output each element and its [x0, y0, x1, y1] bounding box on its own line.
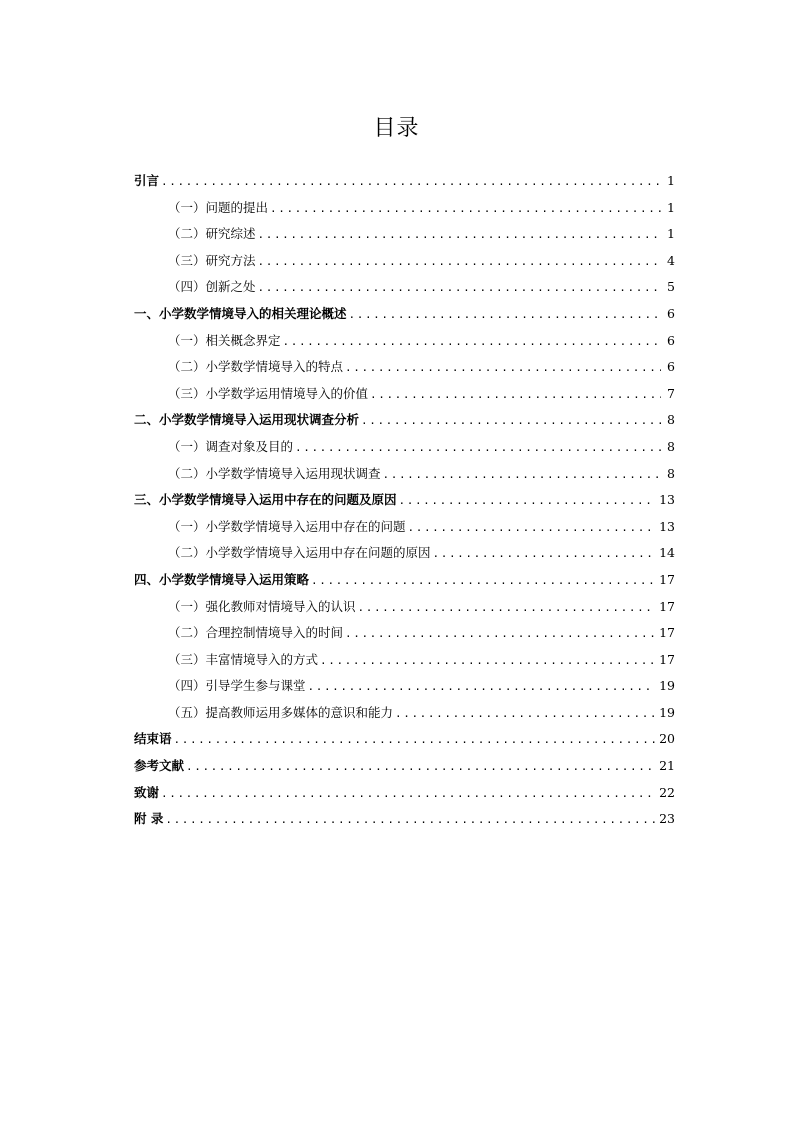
toc-chapter-entry[interactable]: [134, 301, 675, 328]
toc-entry-title: （一）相关概念界定: [168, 332, 281, 348]
toc-section-entry[interactable]: [134, 274, 675, 301]
toc-dot-leader: [270, 196, 661, 223]
toc-page-number: 17: [659, 571, 675, 587]
toc-entry-title: （一）问题的提出: [168, 199, 269, 215]
toc-section-entry[interactable]: [134, 434, 675, 461]
toc-page-number: 7: [667, 385, 675, 401]
toc-dot-leader: [311, 568, 655, 595]
toc-page-number: 6: [667, 359, 675, 375]
toc-page-number: 6: [667, 305, 675, 321]
toc-entry-title: （二）小学数学情境导入运用中存在问题的原因: [168, 545, 431, 561]
toc-section-entry[interactable]: [134, 221, 675, 248]
toc-page-number: 6: [667, 332, 675, 348]
page-title: 目录: [373, 116, 420, 141]
toc-dot-leader: [408, 515, 656, 542]
toc-entry-title: （二）合理控制情境导入的时间: [168, 625, 344, 641]
toc-page-number: 13: [659, 518, 675, 534]
toc-dot-leader: [358, 595, 656, 622]
toc-dot-leader: [399, 488, 656, 515]
toc-dot-leader: [258, 222, 661, 249]
toc-entry-title: 二、小学数学情境导入运用现状调查分析: [134, 412, 360, 428]
toc-chapter-entry[interactable]: [134, 780, 675, 807]
toc-chapter-entry[interactable]: [134, 168, 675, 195]
toc-page-number: 17: [659, 625, 675, 641]
toc-section-entry[interactable]: [134, 248, 675, 275]
toc-dot-leader: [349, 302, 661, 329]
toc-dot-leader: [395, 701, 655, 728]
toc-page-number: 5: [667, 279, 675, 295]
toc-dot-leader: [345, 621, 655, 648]
toc-page-number: 19: [659, 678, 675, 694]
toc-dot-leader: [345, 355, 661, 382]
toc-dot-leader: [161, 169, 661, 196]
toc-section-entry[interactable]: [134, 328, 675, 355]
toc-entry-title: （三）小学数学运用情境导入的价值: [168, 385, 369, 401]
toc-chapter-entry[interactable]: [134, 487, 675, 514]
toc-dot-leader: [308, 674, 656, 701]
toc-page-number: 1: [667, 199, 675, 215]
toc-chapter-entry[interactable]: [134, 753, 675, 780]
toc-section-entry[interactable]: [134, 354, 675, 381]
toc-section-entry[interactable]: [134, 700, 675, 727]
toc-entry-title: （二）小学数学情境导入运用现状调查: [168, 465, 381, 481]
toc-dot-leader: [258, 249, 661, 276]
toc-dot-leader: [165, 807, 655, 834]
toc-dot-leader: [433, 541, 656, 568]
toc-page-number: 19: [659, 704, 675, 720]
toc-entry-title: 四、小学数学情境导入运用策略: [134, 571, 310, 587]
toc-section-entry[interactable]: [134, 620, 675, 647]
toc-entry-title: 结束语: [134, 731, 172, 747]
toc-entry-title: （二）小学数学情境导入的特点: [168, 359, 344, 375]
toc-page-number: 17: [659, 651, 675, 667]
toc-section-entry[interactable]: [134, 461, 675, 488]
toc-page-number: 8: [667, 465, 675, 481]
toc-dot-leader: [283, 329, 661, 356]
toc-entry-title: （三）丰富情境导入的方式: [168, 651, 319, 667]
toc-entry-title: 参考文献: [134, 758, 185, 774]
toc-entry-title: （三）研究方法: [168, 252, 256, 268]
toc-entry-title: （一）调查对象及目的: [168, 438, 294, 454]
toc-dot-leader: [320, 648, 655, 675]
toc-chapter-entry[interactable]: [134, 726, 675, 753]
toc-entry-title: （五）提高教师运用多媒体的意识和能力: [168, 704, 394, 720]
toc-dot-leader: [361, 408, 661, 435]
toc-page-number: 1: [667, 226, 675, 242]
toc-section-entry[interactable]: [134, 673, 675, 700]
toc-page-number: 22: [659, 784, 675, 800]
toc-entry-title: 一、小学数学情境导入的相关理论概述: [134, 305, 347, 321]
toc-entry-title: 致谢: [134, 784, 160, 800]
toc-section-entry[interactable]: [134, 195, 675, 222]
toc-entry-title: （一）强化教师对情境导入的认识: [168, 598, 356, 614]
toc-entry-title: （一）小学数学情境导入运用中存在的问题: [168, 518, 406, 534]
toc-section-entry[interactable]: [134, 381, 675, 408]
toc-dot-leader: [295, 435, 661, 462]
table-of-contents: [134, 168, 675, 833]
toc-page-number: 13: [659, 492, 675, 508]
toc-dot-leader: [370, 382, 661, 409]
toc-page-number: 21: [659, 758, 675, 774]
toc-page-number: 4: [667, 252, 675, 268]
toc-entry-title: （四）引导学生参与课堂: [168, 678, 306, 694]
toc-page-number: 8: [667, 438, 675, 454]
toc-section-entry[interactable]: [134, 540, 675, 567]
toc-chapter-entry[interactable]: [134, 407, 675, 434]
toc-entry-title: 三、小学数学情境导入运用中存在的问题及原因: [134, 492, 397, 508]
toc-dot-leader: [174, 727, 656, 754]
toc-page-number: 20: [659, 731, 675, 747]
toc-section-entry[interactable]: [134, 647, 675, 674]
toc-page-number: 17: [659, 598, 675, 614]
toc-entry-title: （四）创新之处: [168, 279, 256, 295]
toc-page-number: 23: [659, 811, 675, 827]
toc-page-number: 1: [667, 173, 675, 188]
toc-entry-title: （二）研究综述: [168, 226, 256, 242]
toc-section-entry[interactable]: [134, 514, 675, 541]
toc-entry-title: 引言: [134, 173, 160, 188]
toc-page-number: 14: [659, 545, 675, 561]
toc-page-number: 8: [667, 412, 675, 428]
toc-section-entry[interactable]: [134, 594, 675, 621]
toc-dot-leader: [186, 754, 655, 781]
toc-dot-leader: [383, 462, 661, 489]
toc-dot-leader: [161, 781, 655, 808]
toc-dot-leader: [258, 275, 661, 302]
toc-entry-title: 附 录: [134, 811, 164, 827]
toc-chapter-entry[interactable]: [134, 567, 675, 594]
toc-chapter-entry[interactable]: [134, 806, 675, 833]
